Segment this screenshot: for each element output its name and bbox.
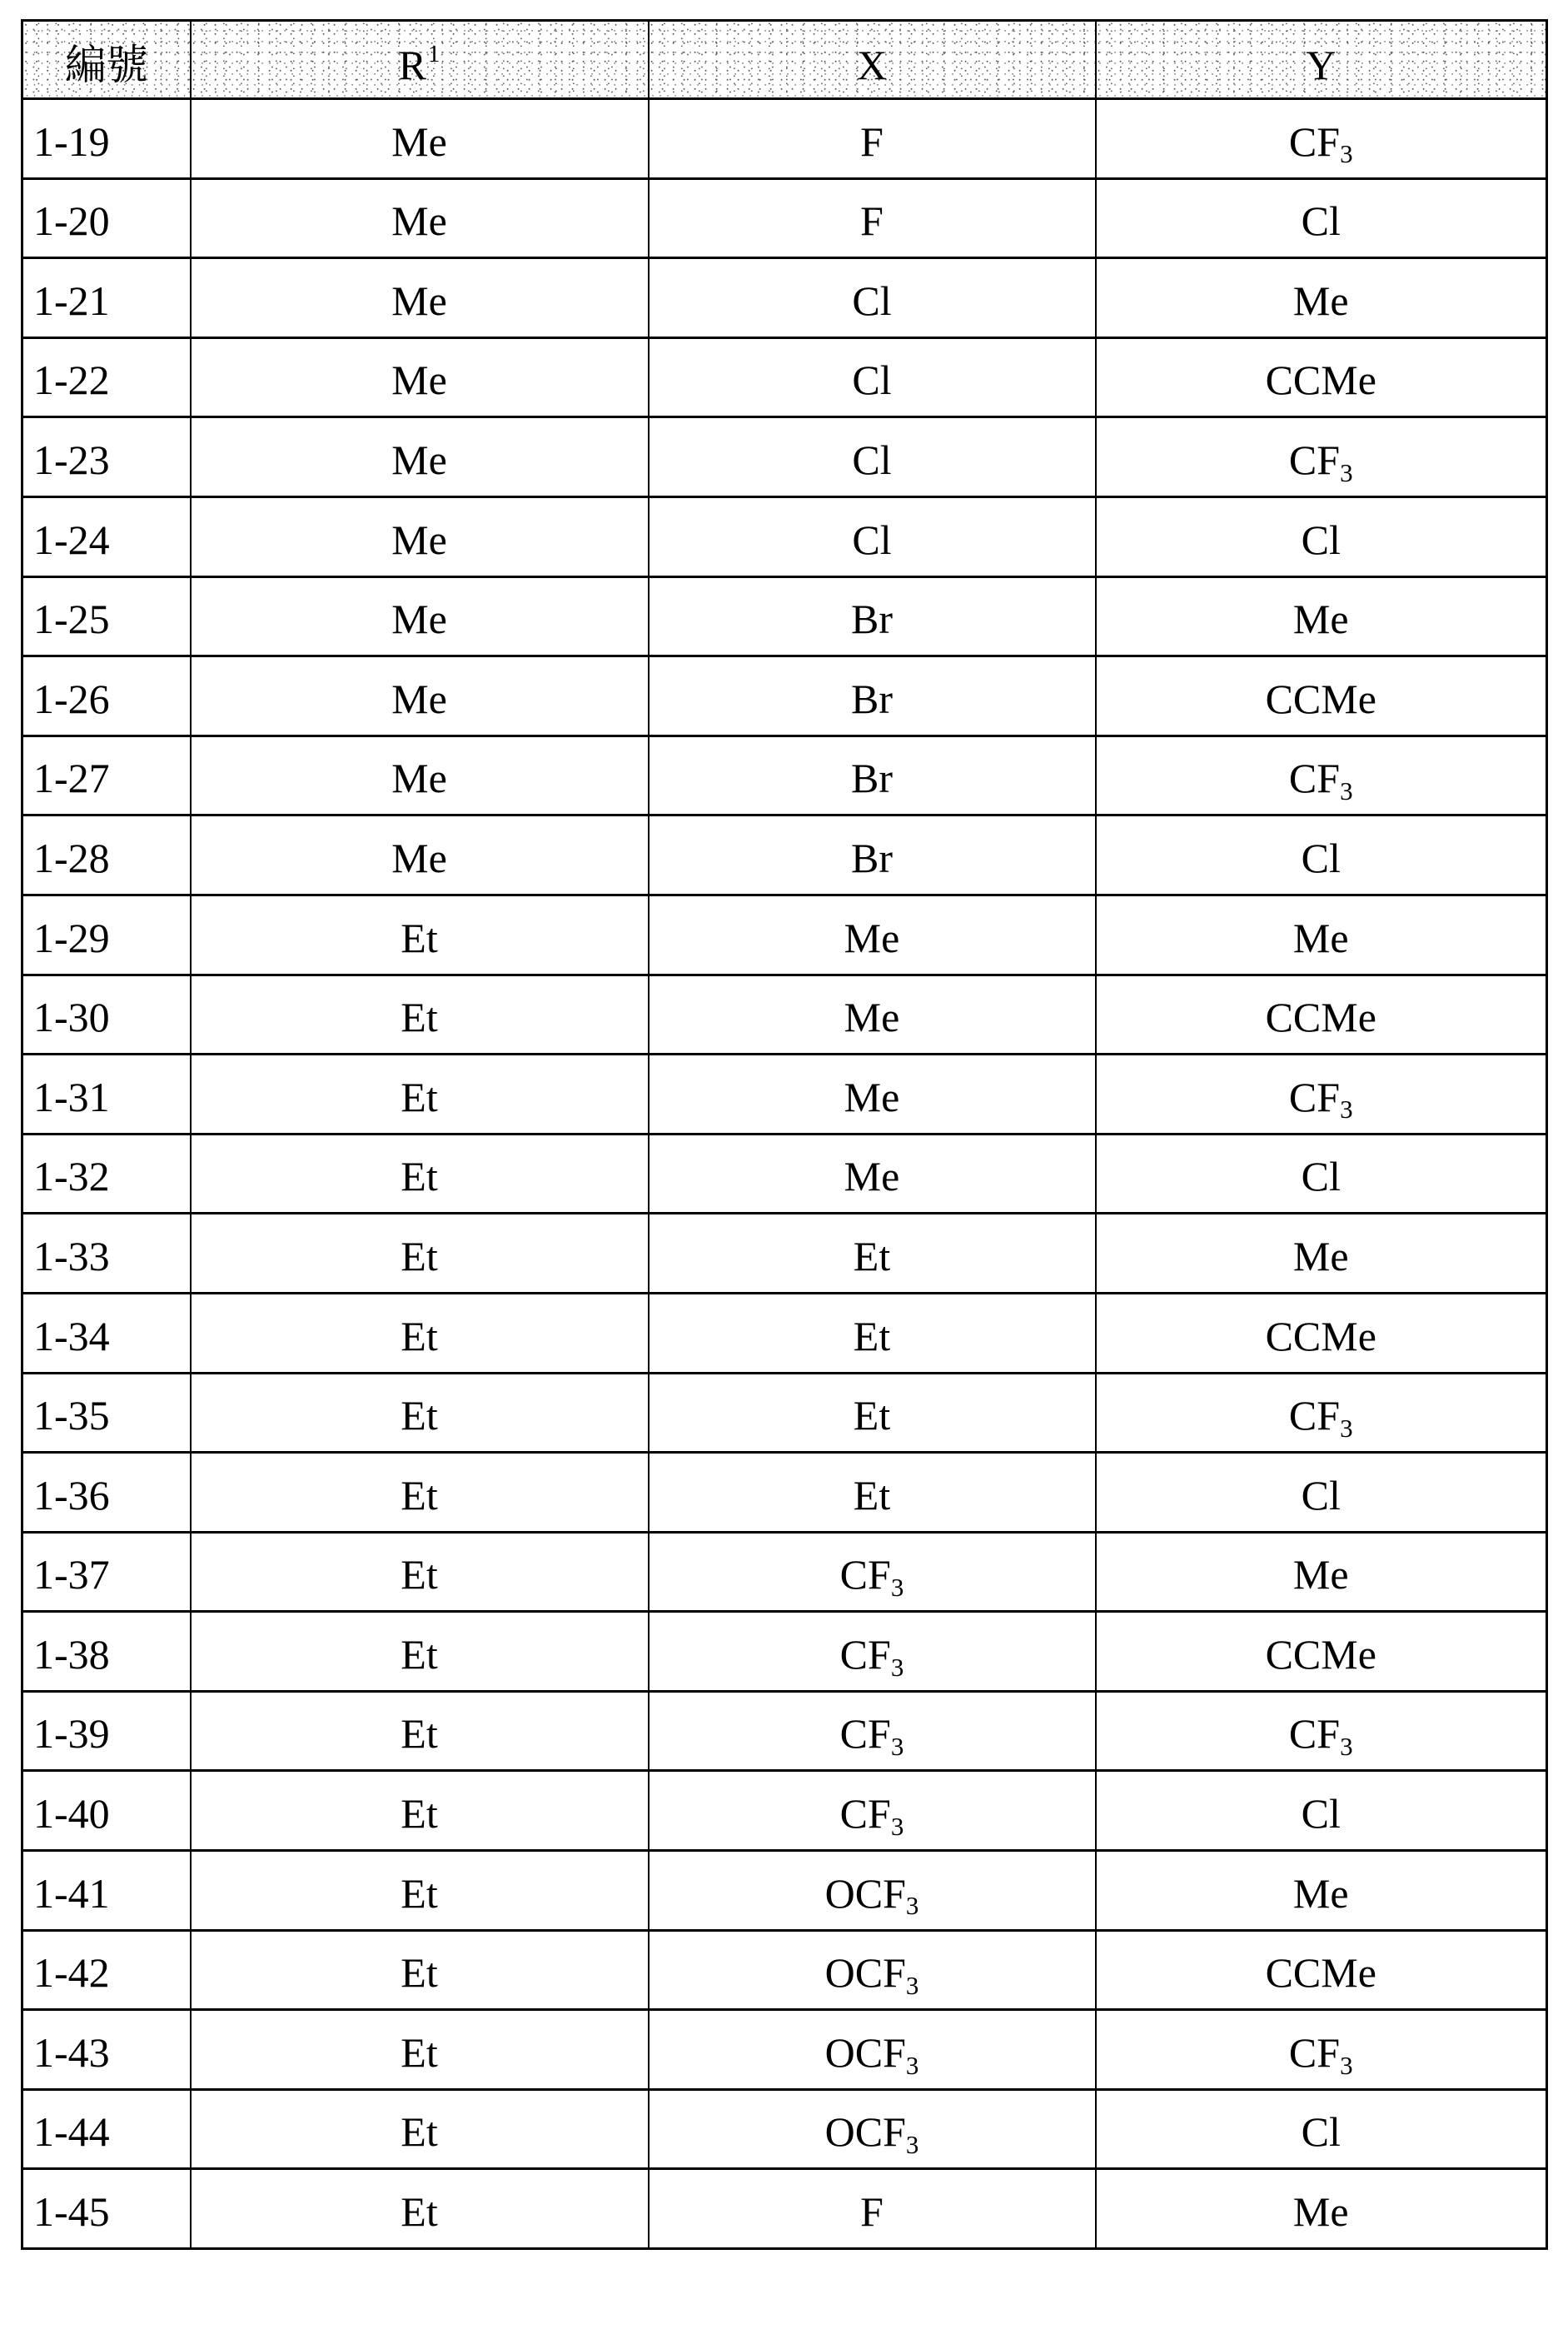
cell-y: [1096, 1214, 1547, 1294]
header-row: [22, 21, 1547, 99]
cell-y: [1096, 1930, 1547, 2010]
cell-y-value: CF3: [1288, 436, 1353, 487]
cell-y-value: Cl: [1301, 1790, 1341, 1838]
cell-r1-value: Et: [401, 1710, 438, 1758]
cell-r1: [191, 1691, 649, 1771]
cell-id-value: 1-44: [33, 2108, 110, 2156]
table-row: [22, 1851, 1547, 1931]
cell-id: [22, 975, 191, 1055]
cell-id: [22, 895, 191, 975]
cell-r1: [191, 1214, 649, 1294]
cell-x-value: F: [860, 197, 884, 245]
cell-y-value: CF3: [1288, 117, 1353, 169]
cell-id: [22, 1214, 191, 1294]
cell-x-value: CF3: [839, 1551, 904, 1602]
cell-id: [22, 2089, 191, 2169]
cell-y-value: Cl: [1301, 834, 1341, 881]
subscript: 3: [905, 2050, 919, 2080]
subscript: 3: [1340, 457, 1353, 487]
table-row: [22, 815, 1547, 895]
cell-x: [649, 1453, 1096, 1533]
subscript: 3: [1340, 2050, 1353, 2080]
cell-r1: [191, 975, 649, 1055]
cell-x-value: CF3: [839, 1710, 904, 1762]
cell-y-value: Cl: [1301, 197, 1341, 245]
cell-y: [1096, 1453, 1547, 1533]
cell-x: [649, 337, 1096, 417]
cell-y-value: Me: [1292, 1232, 1349, 1279]
header-y-label: Y: [1306, 42, 1337, 88]
compound-table-container: [21, 19, 1546, 2250]
cell-id: [22, 2010, 191, 2090]
cell-x: [649, 1293, 1096, 1373]
cell-r1-value: Me: [391, 357, 447, 404]
cell-x-value: CF3: [839, 1790, 904, 1841]
compound-table: [21, 19, 1548, 2250]
cell-id: [22, 736, 191, 815]
cell-y: [1096, 975, 1547, 1055]
cell-y-value: Cl: [1301, 2108, 1341, 2156]
cell-id: [22, 99, 191, 179]
cell-y: [1096, 99, 1547, 179]
subscript: 3: [890, 1652, 904, 1682]
cell-id: [22, 1691, 191, 1771]
cell-y-value: CF3: [1288, 1392, 1353, 1443]
cell-x-value: Et: [853, 1471, 891, 1519]
subscript: 3: [1340, 776, 1353, 806]
cell-r1-value: Et: [401, 2108, 438, 2156]
cell-y-value: CF3: [1288, 1073, 1353, 1125]
cell-r1-value: Et: [401, 1392, 438, 1439]
cell-r1: [191, 2089, 649, 2169]
cell-y: [1096, 1851, 1547, 1931]
table-row: [22, 1373, 1547, 1453]
table-row: [22, 1134, 1547, 1214]
cell-r1: [191, 337, 649, 417]
cell-x: [649, 1134, 1096, 1214]
cell-y: [1096, 895, 1547, 975]
cell-r1-value: Et: [401, 1869, 438, 1917]
cell-x: [649, 1771, 1096, 1851]
cell-x-value: OCF3: [824, 1949, 919, 2000]
cell-id: [22, 1453, 191, 1533]
cell-y: [1096, 1612, 1547, 1692]
cell-id-value: 1-24: [33, 516, 110, 563]
cell-x-value: OCF3: [824, 1869, 919, 1921]
cell-r1-value: Et: [401, 1630, 438, 1678]
cell-y-value: Cl: [1301, 516, 1341, 563]
cell-x: [649, 736, 1096, 815]
table-row: [22, 576, 1547, 656]
cell-id: [22, 1612, 191, 1692]
cell-x: [649, 258, 1096, 338]
cell-id: [22, 1134, 191, 1214]
cell-id-value: 1-21: [33, 277, 110, 324]
subscript: 3: [1340, 139, 1353, 169]
cell-x-value: Cl: [852, 436, 892, 483]
cell-y: [1096, 1055, 1547, 1135]
cell-id-value: 1-37: [33, 1551, 110, 1598]
cell-r1: [191, 576, 649, 656]
cell-x-value: Me: [844, 1073, 900, 1120]
cell-r1-value: Et: [401, 914, 438, 961]
subscript: 3: [890, 1572, 904, 1602]
cell-r1: [191, 1930, 649, 2010]
cell-id: [22, 1055, 191, 1135]
cell-id-value: 1-22: [33, 357, 110, 404]
cell-id: [22, 656, 191, 736]
cell-y-value: Me: [1292, 277, 1349, 324]
cell-x-value: Cl: [852, 516, 892, 563]
cell-id-value: 1-30: [33, 994, 110, 1041]
cell-r1-value: Et: [401, 1471, 438, 1519]
subscript: 3: [905, 1970, 919, 2000]
subscript: 3: [890, 1811, 904, 1841]
cell-r1: [191, 99, 649, 179]
table-row: [22, 178, 1547, 258]
cell-y-value: Cl: [1301, 1471, 1341, 1519]
cell-x-value: Me: [844, 994, 900, 1041]
cell-r1-value: Me: [391, 834, 447, 881]
cell-id: [22, 337, 191, 417]
cell-y-value: CCMe: [1265, 675, 1376, 722]
cell-y: [1096, 337, 1547, 417]
cell-r1-value: Me: [391, 516, 447, 563]
header-r1-label: R: [398, 42, 426, 88]
table-header: [22, 21, 1547, 99]
cell-x: [649, 1851, 1096, 1931]
cell-r1-value: Et: [401, 1232, 438, 1279]
header-r1-superscript: 1: [427, 41, 441, 68]
cell-y-value: CCMe: [1265, 1949, 1376, 1997]
cell-y-value: CF3: [1288, 2028, 1353, 2080]
cell-r1-value: Me: [391, 436, 447, 483]
table-row: [22, 1293, 1547, 1373]
cell-r1: [191, 1453, 649, 1533]
subscript: 3: [1340, 1413, 1353, 1443]
cell-x: [649, 2010, 1096, 2090]
cell-x-value: Br: [851, 596, 893, 643]
cell-r1-value: Et: [401, 1312, 438, 1359]
cell-r1: [191, 1532, 649, 1612]
cell-y: [1096, 1373, 1547, 1453]
subscript: 3: [905, 1891, 919, 1921]
cell-id-value: 1-25: [33, 596, 110, 643]
cell-x: [649, 496, 1096, 576]
cell-r1: [191, 1612, 649, 1692]
cell-x: [649, 656, 1096, 736]
cell-y-value: CCMe: [1265, 1312, 1376, 1359]
table-row: [22, 1612, 1547, 1692]
cell-id-value: 1-34: [33, 1312, 110, 1359]
cell-r1-value: Me: [391, 675, 447, 722]
subscript: 3: [1340, 1095, 1353, 1125]
cell-x: [649, 1373, 1096, 1453]
cell-id-value: 1-26: [33, 675, 110, 722]
cell-x-value: Et: [853, 1312, 891, 1359]
cell-r1-value: Et: [401, 1153, 438, 1200]
cell-x: [649, 975, 1096, 1055]
cell-x: [649, 99, 1096, 179]
cell-y-value: CF3: [1288, 1710, 1353, 1762]
cell-y-value: Me: [1292, 2188, 1349, 2236]
cell-id-value: 1-45: [33, 2188, 110, 2236]
cell-y-value: CF3: [1288, 755, 1353, 806]
cell-r1: [191, 815, 649, 895]
cell-x: [649, 576, 1096, 656]
subscript: 3: [1340, 1732, 1353, 1762]
cell-r1: [191, 496, 649, 576]
cell-y: [1096, 576, 1547, 656]
cell-r1-value: Et: [401, 1949, 438, 1997]
cell-id: [22, 496, 191, 576]
cell-x: [649, 1930, 1096, 2010]
cell-r1: [191, 2169, 649, 2249]
table-row: [22, 2169, 1547, 2249]
cell-id-value: 1-27: [33, 755, 110, 802]
cell-r1-value: Et: [401, 994, 438, 1041]
cell-y: [1096, 1691, 1547, 1771]
cell-y-value: Me: [1292, 596, 1349, 643]
cell-x: [649, 1214, 1096, 1294]
cell-x-value: Me: [844, 1153, 900, 1200]
cell-y-value: CCMe: [1265, 1630, 1376, 1678]
cell-r1: [191, 1055, 649, 1135]
cell-r1: [191, 736, 649, 815]
cell-r1: [191, 178, 649, 258]
table-row: [22, 496, 1547, 576]
cell-y: [1096, 178, 1547, 258]
cell-id-value: 1-33: [33, 1232, 110, 1279]
cell-r1: [191, 1851, 649, 1931]
cell-id-value: 1-35: [33, 1392, 110, 1439]
cell-r1-value: Me: [391, 117, 447, 165]
cell-y-value: Cl: [1301, 1153, 1341, 1200]
cell-x-value: Br: [851, 755, 893, 802]
cell-id: [22, 1771, 191, 1851]
cell-y: [1096, 2089, 1547, 2169]
cell-id: [22, 258, 191, 338]
table-row: [22, 1532, 1547, 1612]
cell-y-value: CCMe: [1265, 994, 1376, 1041]
cell-y: [1096, 736, 1547, 815]
cell-x: [649, 815, 1096, 895]
cell-y-value: Me: [1292, 914, 1349, 961]
cell-id-value: 1-28: [33, 834, 110, 881]
cell-id: [22, 178, 191, 258]
cell-id-value: 1-40: [33, 1790, 110, 1838]
table-row: [22, 1771, 1547, 1851]
cell-y: [1096, 1532, 1547, 1612]
cell-y: [1096, 2169, 1547, 2249]
table-row: [22, 1453, 1547, 1533]
header-number-label: 編號: [64, 41, 148, 89]
cell-x-value: F: [860, 117, 884, 165]
cell-r1: [191, 1293, 649, 1373]
cell-y-value: CCMe: [1265, 357, 1376, 404]
cell-r1-value: Et: [401, 1073, 438, 1120]
cell-y: [1096, 815, 1547, 895]
cell-x: [649, 895, 1096, 975]
cell-id-value: 1-20: [33, 197, 110, 245]
cell-x: [649, 417, 1096, 497]
cell-y: [1096, 1293, 1547, 1373]
cell-r1-value: Me: [391, 277, 447, 324]
cell-x: [649, 2169, 1096, 2249]
cell-id: [22, 576, 191, 656]
cell-x: [649, 1691, 1096, 1771]
cell-r1: [191, 1373, 649, 1453]
header-x: [649, 21, 1096, 99]
cell-id-value: 1-19: [33, 117, 110, 165]
header-x-label: X: [856, 42, 888, 88]
cell-id-value: 1-31: [33, 1073, 110, 1120]
subscript: 3: [890, 1732, 904, 1762]
cell-y: [1096, 1134, 1547, 1214]
cell-r1: [191, 417, 649, 497]
table-row: [22, 337, 1547, 417]
cell-id: [22, 1930, 191, 2010]
cell-y: [1096, 496, 1547, 576]
cell-x: [649, 1612, 1096, 1692]
cell-id-value: 1-43: [33, 2028, 110, 2076]
table-row: [22, 1930, 1547, 2010]
cell-r1-value: Et: [401, 2188, 438, 2236]
cell-id: [22, 1373, 191, 1453]
cell-y: [1096, 258, 1547, 338]
cell-x-value: Cl: [852, 277, 892, 324]
cell-id-value: 1-23: [33, 436, 110, 483]
cell-id: [22, 1851, 191, 1931]
cell-x-value: F: [860, 2188, 884, 2236]
cell-id-value: 1-41: [33, 1869, 110, 1917]
cell-y: [1096, 1771, 1547, 1851]
cell-id: [22, 1532, 191, 1612]
cell-x-value: Et: [853, 1232, 891, 1279]
cell-id: [22, 815, 191, 895]
cell-r1-value: Me: [391, 197, 447, 245]
cell-y-value: Me: [1292, 1551, 1349, 1598]
cell-id-value: 1-39: [33, 1710, 110, 1758]
table-row: [22, 1214, 1547, 1294]
cell-x-value: Br: [851, 675, 893, 722]
cell-r1-value: Et: [401, 1551, 438, 1598]
table-row: [22, 1055, 1547, 1135]
cell-r1-value: Me: [391, 755, 447, 802]
cell-x: [649, 178, 1096, 258]
cell-y-value: Me: [1292, 1869, 1349, 1917]
table-row: [22, 99, 1547, 179]
cell-id-value: 1-42: [33, 1949, 110, 1997]
header-number: [22, 21, 191, 99]
table-row: [22, 2089, 1547, 2169]
table-row: [22, 1691, 1547, 1771]
cell-r1: [191, 258, 649, 338]
header-r1: [191, 21, 649, 99]
cell-x-value: OCF3: [824, 2108, 919, 2160]
cell-x: [649, 1532, 1096, 1612]
cell-id: [22, 2169, 191, 2249]
cell-y: [1096, 656, 1547, 736]
cell-id-value: 1-29: [33, 914, 110, 961]
header-y: [1096, 21, 1547, 99]
cell-r1: [191, 2010, 649, 2090]
cell-x: [649, 2089, 1096, 2169]
cell-id-value: 1-36: [33, 1471, 110, 1519]
cell-r1: [191, 1134, 649, 1214]
cell-y: [1096, 2010, 1547, 2090]
cell-x-value: OCF3: [824, 2028, 919, 2080]
table-row: [22, 656, 1547, 736]
table-row: [22, 975, 1547, 1055]
cell-x-value: CF3: [839, 1630, 904, 1682]
cell-y: [1096, 417, 1547, 497]
table-row: [22, 895, 1547, 975]
cell-id-value: 1-32: [33, 1153, 110, 1200]
cell-id: [22, 1293, 191, 1373]
cell-id-value: 1-38: [33, 1630, 110, 1678]
cell-x-value: Me: [844, 914, 900, 961]
cell-r1: [191, 656, 649, 736]
cell-r1-value: Et: [401, 2028, 438, 2076]
cell-r1-value: Me: [391, 596, 447, 643]
table-row: [22, 417, 1547, 497]
table-body: [22, 99, 1547, 2249]
table-row: [22, 2010, 1547, 2090]
cell-r1: [191, 895, 649, 975]
cell-x: [649, 1055, 1096, 1135]
cell-r1-value: Et: [401, 1790, 438, 1838]
table-row: [22, 736, 1547, 815]
cell-x-value: Cl: [852, 357, 892, 404]
subscript: 3: [905, 2130, 919, 2160]
cell-id: [22, 417, 191, 497]
cell-r1: [191, 1771, 649, 1851]
cell-x-value: Br: [851, 834, 893, 881]
table-row: [22, 258, 1547, 338]
cell-x-value: Et: [853, 1392, 891, 1439]
